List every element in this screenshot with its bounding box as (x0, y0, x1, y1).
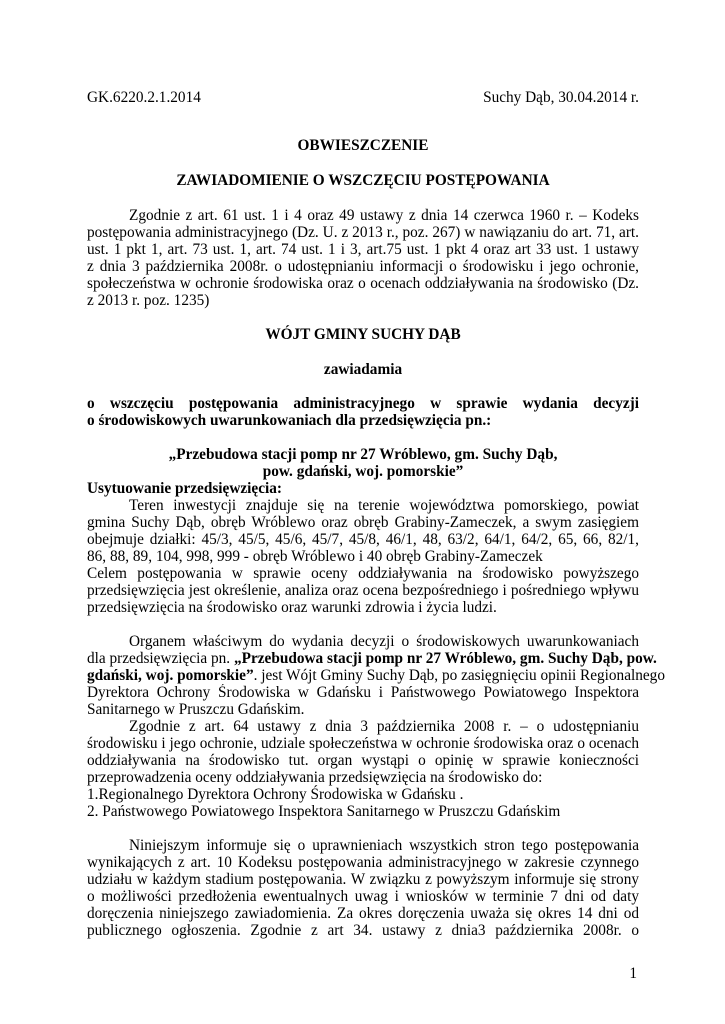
legal-basis-line: postępowania administracyjnego (Dz. U. z 2013 r., poz. 267) w nawiązaniu do art. 71, art. (87, 224, 639, 241)
consulted-body-item: 1.Regionalnego Dyrektora Ochrony Środowiska w Gdańsku . (87, 786, 464, 803)
reference-number: GK.6220.2.1.2014 (87, 89, 201, 106)
legal-basis-line: z 2013 r. poz. 1235) (87, 292, 210, 309)
announces-heading: zawiadamia (323, 361, 403, 378)
legal-basis-line: z dnia 3 października 2008r. o udostępnianiu informacji o środowisku i jego ochronie, (87, 258, 639, 275)
location-line: 86, 88, 89, 104, 998, 999 - obręb Wróblewo i 40 obręb Grabiny-Zameczek (87, 548, 543, 565)
legal-basis-line: Zgodnie z art. 61 ust. 1 i 4 oraz 49 ustawy z dnia 14 czerwca 1960 r. – Kodeks (129, 207, 639, 224)
consultation-line: środowisku i jego ochronie, udziale społeczeństwa w ochronie środowiska oraz o ocenach (87, 735, 639, 752)
competent-authority-line: Sanitarnego w Pruszczu Gdańskim. (87, 701, 305, 718)
competent-authority-line: Dyrektora Ochrony Środowiska w Gdańsku i Państwowego Powiatowego Inspektora (87, 684, 639, 701)
location-line: Teren inwestycji znajduje się na terenie województwa pomorskiego, powiat (129, 497, 639, 514)
rights-info-line: Niniejszym informuje się o uprawnieniach wszystkich stron tego postępowania (129, 837, 639, 854)
competent-authority-line (87, 667, 665, 684)
consultation-line: przeprowadzenia oceny oddziaływania przedsięwzięcia na środowisko do: (87, 769, 543, 786)
competent-authority-text: . jest Wójt Gminy Suchy Dąb, po zasięgnięciu opinii Regionalnego (253, 667, 665, 684)
consultation-line: oddziaływania na środowisko tut. organ wystąpi o opinię w sprawie konieczności (87, 752, 639, 769)
location-line: obejmuje działki: 45/3, 45/5, 45/6, 45/7, 45/8, 46/1, 48, 63/2, 64/1, 64/2, 65, 66, 82/1, (87, 531, 639, 548)
place-date: Suchy Dąb, 30.04.2014 r. (483, 89, 639, 106)
project-name-line: pow. gdański, woj. pomorskie” (262, 463, 464, 480)
project-name-line: „Przebudowa stacji pomp nr 27 Wróblewo, gm. Suchy Dąb, (168, 446, 558, 463)
document-title: OBWIESZCZENIE (297, 137, 429, 154)
subject-line: o wszczęciu postępowania administracyjnego w sprawie wydania decyzji (87, 395, 639, 412)
consultation-line: Zgodnie z art. 64 ustawy z dnia 3 października 2008 r. – o udostępnianiu (129, 718, 639, 735)
location-line: gmina Suchy Dąb, obręb Wróblewo oraz obręb Grabiny-Zameczek, a swym zasięgiem (87, 514, 639, 531)
competent-authority-text: dla przedsięwzięcia pn. (87, 650, 234, 667)
purpose-line: przedsięwzięcia na środowisko oraz warunki zdrowia i życia ludzi. (87, 599, 497, 616)
rights-info-line: doręczenia niniejszego zawiadomienia. Za okres doręczenia uważa się okres 14 dni od (87, 905, 639, 922)
competent-authority-line (87, 650, 657, 667)
purpose-line: Celem postępowania w sprawie oceny oddziaływania na środowisko powyższego (87, 565, 639, 582)
rights-info-line: udziału w każdym stadium postępowania. W związku z powyższym informuje się strony (87, 871, 639, 888)
legal-basis-line: społeczeństwa w ochronie środowiska oraz o ocenach oddziaływania na środowisko (Dz. (87, 275, 639, 292)
location-heading: Usytuowanie przedsięwzięcia: (87, 480, 282, 497)
rights-info-line: wynikających z art. 10 Kodeksu postępowania administracyjnego w zakresie czynnego (87, 854, 639, 871)
legal-basis-line: ust. 1 pkt 1, art. 73 ust. 1, art. 74 ust. 1 i 3, art.75 ust. 1 pkt 4 oraz art 33 ust. 1 ustawy (87, 241, 639, 258)
competent-authority-line: Organem właściwym do wydania decyzji o środowiskowych uwarunkowaniach (129, 633, 639, 650)
purpose-line: przedsięwzięcia jest określenie, analiza oraz ocena bezpośredniego i pośredniego wpływu (87, 582, 639, 599)
rights-info-line: o możliwości przedłożenia ewentualnych uwag i wniosków w terminie 7 dni od daty (87, 888, 639, 905)
page-number: 1 (629, 965, 637, 982)
authority-heading: WÓJT GMINY SUCHY DĄB (265, 326, 461, 343)
project-name-inline: gdański, woj. pomorskie” (87, 667, 254, 684)
consulted-body-item: 2. Państwowego Powiatowego Inspektora Sanitarnego w Pruszczu Gdańskim (87, 803, 561, 820)
project-name-inline: „Przebudowa stacji pomp nr 27 Wróblewo, gm. Suchy Dąb, pow. (233, 650, 657, 667)
rights-info-line: publicznego ogłoszenia. Zgodnie z art 34. ustawy z dnia3 października 2008r. o (87, 922, 639, 939)
subject-line: o środowiskowych uwarunkowaniach dla przedsięwzięcia pn.: (87, 412, 492, 429)
document-subtitle: ZAWIADOMIENIE O WSZCZĘCIU POSTĘPOWANIA (176, 172, 550, 189)
